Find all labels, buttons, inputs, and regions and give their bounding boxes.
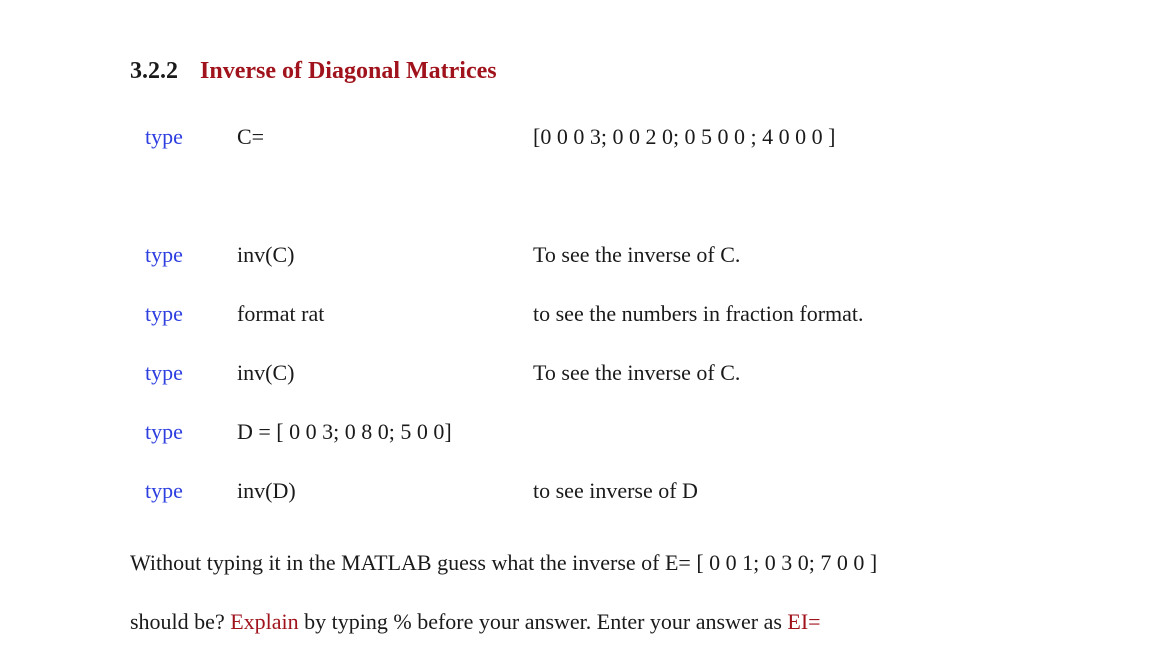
row-command: C=	[237, 124, 265, 149]
row-keyword: type	[145, 360, 183, 385]
instruction-row	[0, 419, 1170, 449]
row-description: [0 0 0 3; 0 0 2 0; 0 5 0 0 ; 4 0 0 0 ]	[533, 124, 836, 149]
question-text-middle: by typing % before your answer. Enter your answer as	[304, 609, 782, 634]
instruction-row	[0, 124, 1170, 154]
row-command: format rat	[237, 301, 325, 326]
instruction-row	[0, 242, 1170, 272]
instruction-row	[0, 478, 1170, 508]
section-heading	[130, 58, 497, 85]
instruction-row	[0, 301, 1170, 331]
row-description: To see the inverse of C.	[533, 360, 741, 385]
answer-variable: EI=	[787, 609, 821, 634]
question-line-2	[130, 609, 821, 635]
row-description: to see inverse of D	[533, 478, 698, 503]
row-description: To see the inverse of C.	[533, 242, 741, 267]
instruction-row	[0, 360, 1170, 390]
row-keyword: type	[145, 301, 183, 326]
question-text-start: should be?	[130, 609, 225, 634]
row-command: D = [ 0 0 3; 0 8 0; 5 0 0]	[237, 419, 452, 444]
section-title: Inverse of Diagonal Matrices	[200, 58, 497, 84]
row-keyword: type	[145, 419, 183, 444]
row-keyword: type	[145, 124, 183, 149]
row-keyword: type	[145, 478, 183, 503]
section-number: 3.2.2	[130, 58, 178, 84]
question-line-1: Without typing it in the MATLAB guess what the inverse of E= [ 0 0 1; 0 3 0; 7 0 0 ]	[130, 550, 878, 575]
row-command: inv(C)	[237, 242, 295, 267]
row-keyword: type	[145, 242, 183, 267]
explain-keyword: Explain	[230, 609, 299, 634]
row-command: inv(C)	[237, 360, 295, 385]
row-description: to see the numbers in fraction format.	[533, 301, 864, 326]
row-command: inv(D)	[237, 478, 296, 503]
